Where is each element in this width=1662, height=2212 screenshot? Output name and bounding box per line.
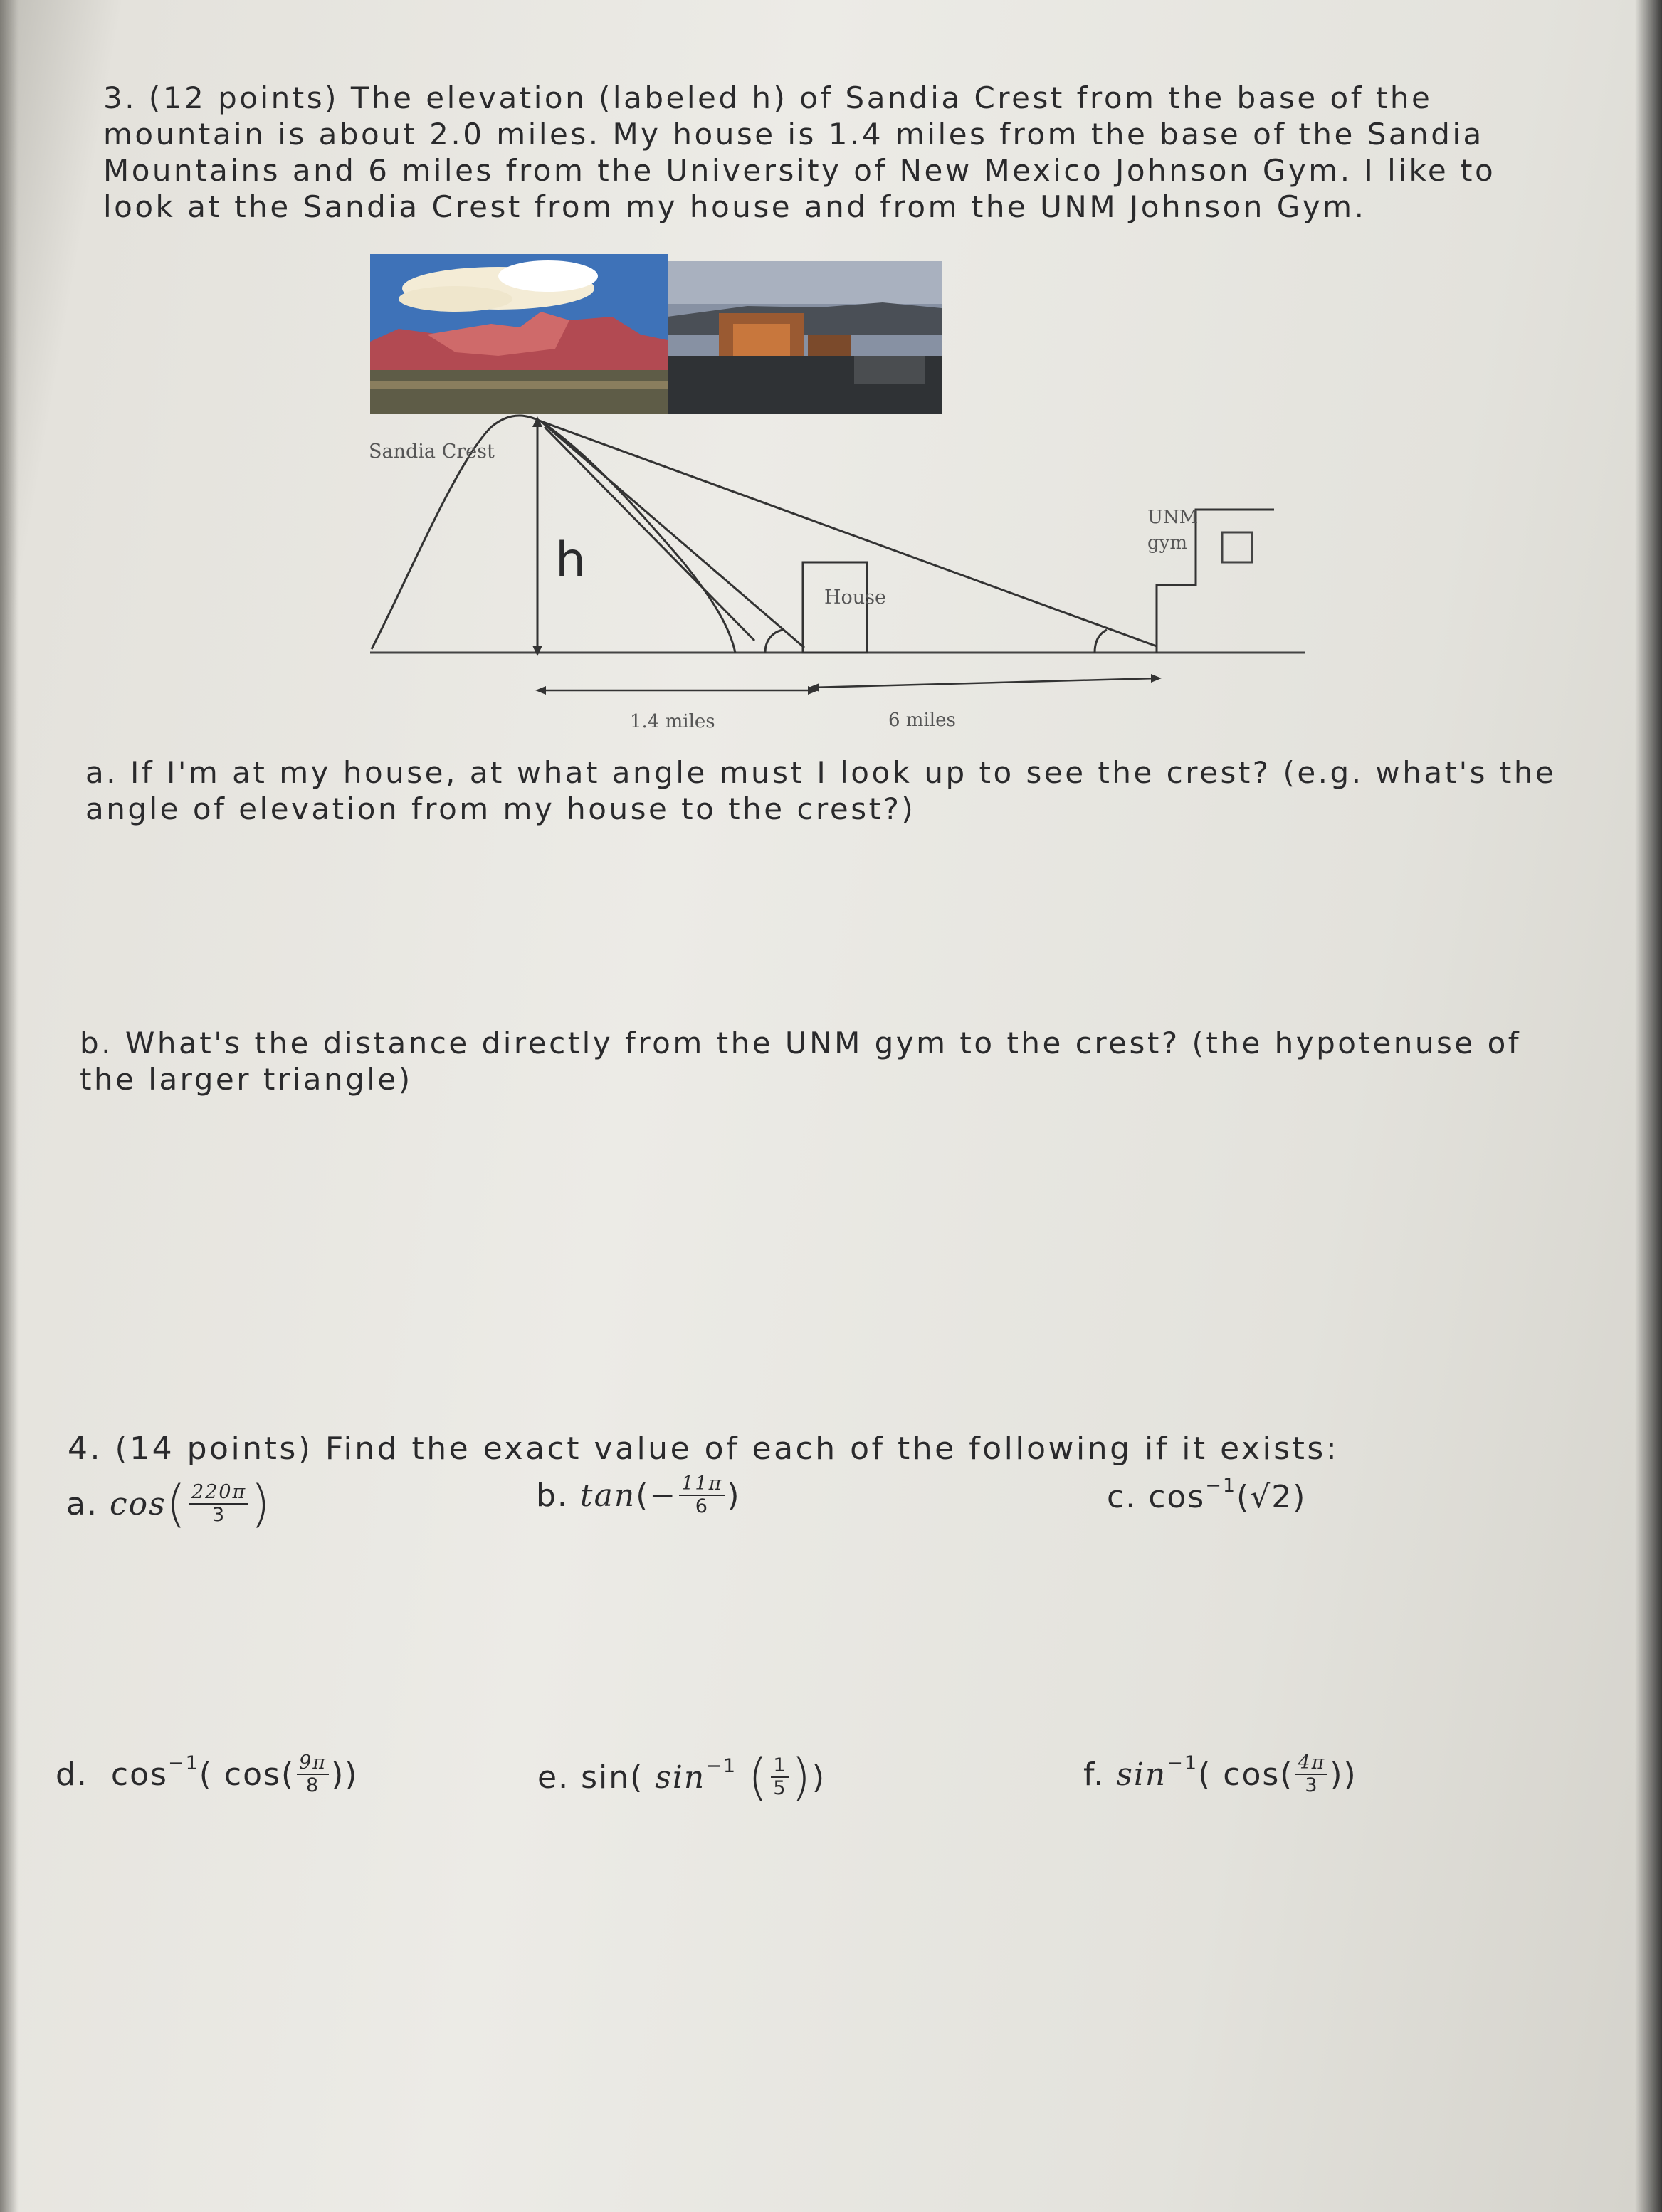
label-4c: c. [1107,1479,1137,1515]
label-4a: a. [66,1485,98,1522]
house-label: House [824,586,887,609]
label-4e: e. [537,1759,570,1796]
distance-house-label: 1.4 miles [630,711,715,732]
sup-4f: −1 [1167,1752,1199,1774]
expression-4a: a. cos ( $\frac{220\pi}{3}$ ) [66,1475,272,1533]
part-a-question: a. If I'm at my house, at what angle must I look up to see the crest? (e.g. what's the angle of elevation from my house to the crest?) [85,755,1557,826]
label-4d: d. [56,1756,88,1793]
inner-fn-4e: sin [655,1759,706,1796]
sup-4e: −1 [705,1754,737,1777]
close-4d: )) [331,1756,359,1793]
problem-3-statement: 3. (12 points) The elevation (labeled h) of Sandia Crest from the base of the mountain is about 2.0 miles. My house is 1.4 miles from the base of the Sandia Mountains and 6 miles from the University of New Mexico Johnson Gym. I like to look at the Sandia Crest from my house and from the UNM Johnson Gym. [103,80,1496,224]
close-4f: )) [1330,1756,1357,1793]
fn-4f: sin [1116,1756,1167,1793]
crest-label: Sandia Crest [369,441,495,463]
problem-4-statement: 4. (14 points) Find the exact value of each of the following if it exists: [68,1431,1340,1467]
part-b-question: b. What's the distance directly from the UNM gym to the crest? (the hypotenuse of the larger triangle) [80,1026,1522,1097]
arg-4c: (√2) [1236,1479,1307,1515]
gym-shape [1157,510,1274,653]
height-label: h [555,532,587,589]
fraction-4b: $\frac{11\pi}{6}$ [679,1473,725,1517]
close-4e: ) [811,1759,826,1796]
label-4b: b. [536,1477,569,1514]
fraction-4f: $\frac{4\pi}{3}$ [1295,1752,1327,1796]
sightline-gym [541,421,1157,646]
elevation-diagram [0,0,1662,754]
distance-gym-label: 6 miles [888,710,956,731]
open-4f: ( cos( [1198,1756,1294,1793]
fn-4b: tan [579,1477,636,1514]
fraction-4e: $\frac{1}{5}$ [771,1755,789,1799]
fn-4a: cos [109,1485,167,1522]
fn-4d: cos [110,1756,168,1793]
close-4b: ) [727,1477,741,1514]
expression-4d [56,1752,358,1796]
fraction-4d: $\frac{9\pi}{8}$ [297,1752,329,1796]
open-4d: ( cos( [199,1756,295,1793]
expression-4c [1107,1475,1307,1515]
unm-gym-photo [668,261,942,414]
sup-4d: −1 [167,1752,199,1774]
sandia-mountains-photo [370,254,668,414]
label-4f: f. [1083,1756,1105,1793]
expression-4f [1083,1752,1357,1796]
open-4b: (− [636,1477,678,1514]
expression-4e: e. sin( sin −1 ( $\frac{1}{5}$ ) ) [537,1748,826,1806]
fraction-4a: $\frac{220\pi}{3}$ [189,1482,248,1526]
fn-4e: sin( [581,1759,644,1796]
gym-label-line1: UNM [1147,507,1199,528]
expression-4b [536,1473,741,1517]
fn-4c: cos [1148,1479,1206,1515]
sup-4c: −1 [1205,1475,1237,1497]
gym-label-line2: gym [1147,532,1187,554]
